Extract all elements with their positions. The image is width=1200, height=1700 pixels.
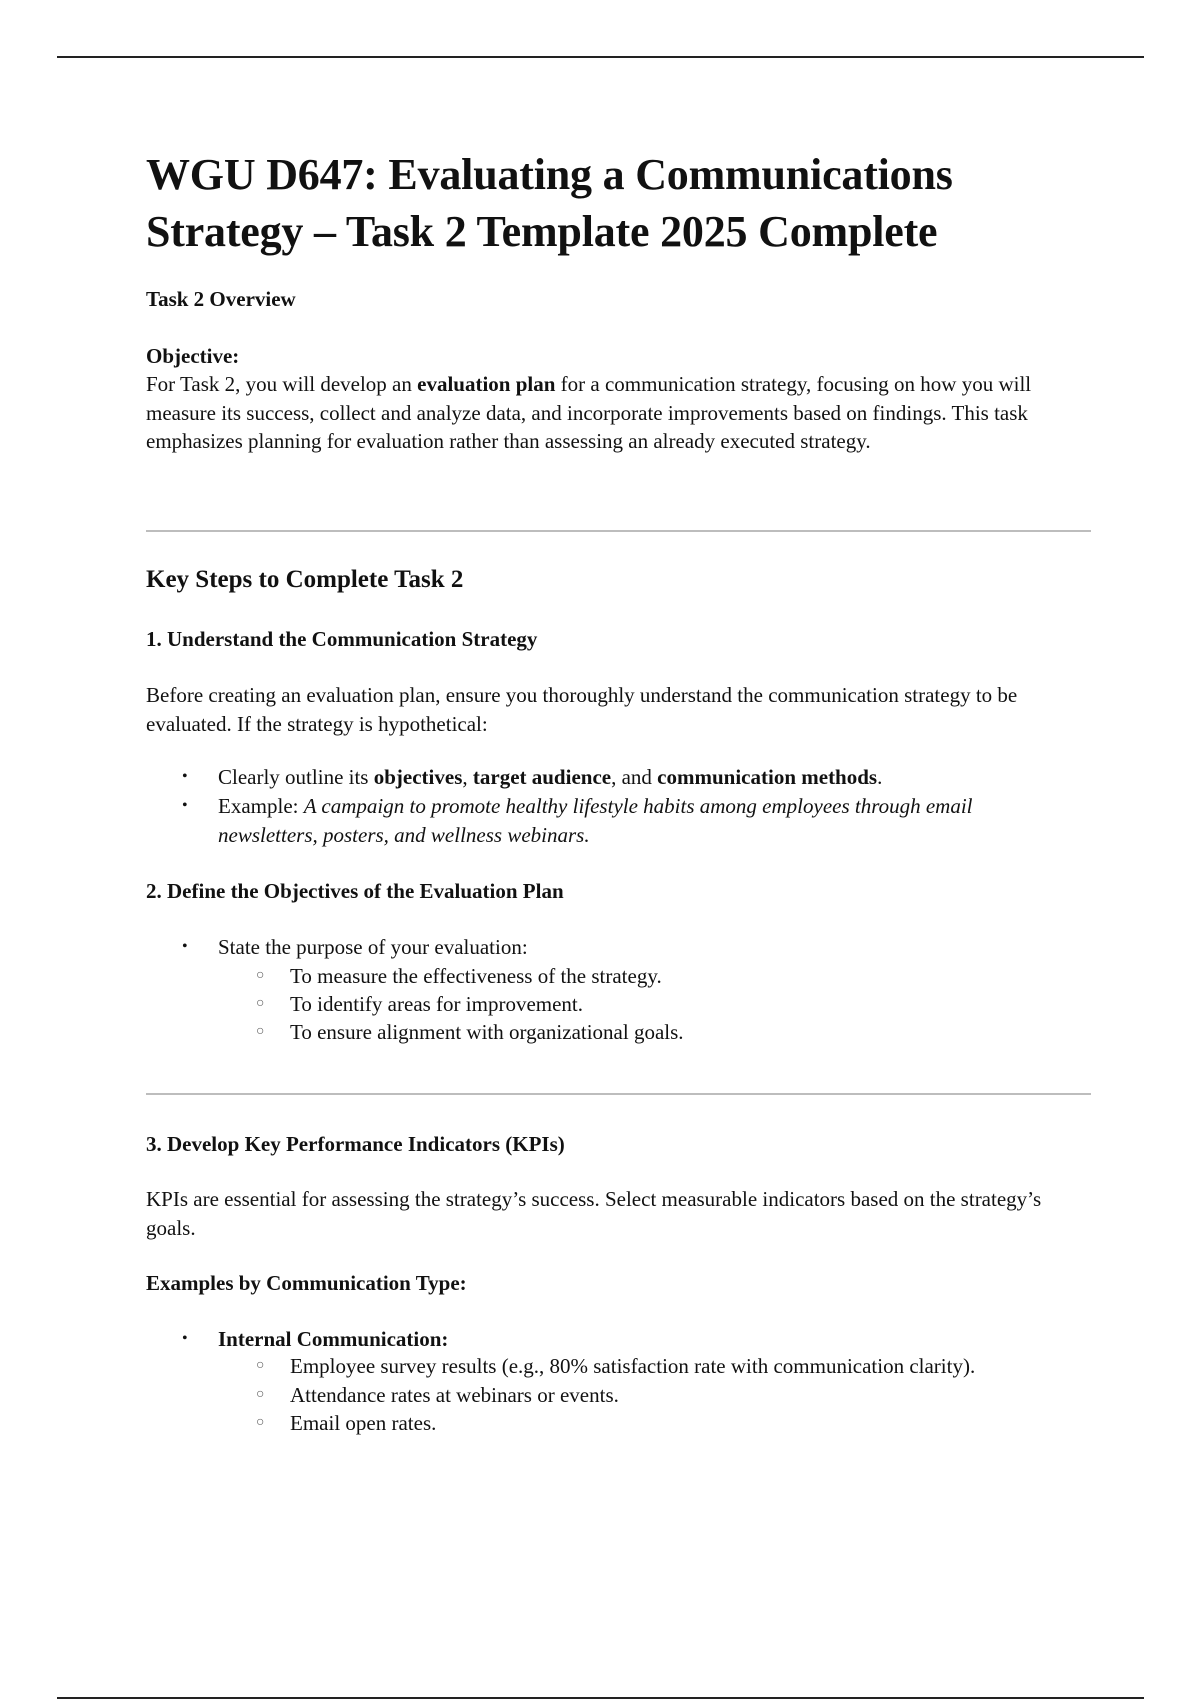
section-divider: [146, 1093, 1091, 1095]
bullet-icon: •: [182, 797, 188, 814]
step1-intro: Before creating an evaluation plan, ensure you thoroughly understand the communication strategy to be evaluated. If the strategy is hypothetical:: [146, 683, 1018, 736]
list-item: [182, 1325, 1088, 1354]
outline-post: .: [877, 765, 883, 789]
step3-intro: KPIs are essential for assessing the strategy’s success. Select measurable indicators based on the strategy’s goals.: [146, 1187, 1042, 1240]
sub-item-text: Email open rates.: [290, 1411, 437, 1435]
examples-heading: Examples by Communication Type:: [146, 1271, 467, 1295]
example-label: Example:: [218, 794, 304, 818]
circle-bullet-icon: ○: [256, 1358, 265, 1373]
overview-heading: Task 2 Overview: [146, 287, 296, 311]
outline-communication-methods: communication methods: [657, 765, 878, 789]
objective-text-pre: For Task 2, you will develop an: [146, 372, 418, 396]
sub-list-item: [256, 1018, 1090, 1047]
circle-bullet-icon: ○: [256, 968, 265, 983]
title-line-1: WGU D647: Evaluating a Communications: [146, 150, 953, 199]
circle-bullet-icon: ○: [256, 996, 265, 1011]
step2-heading: 2. Define the Objectives of the Evaluation Plan: [146, 879, 564, 903]
bullet-icon: •: [182, 768, 188, 785]
internal-communication-label: Internal Communication:: [218, 1327, 449, 1351]
sub-item-text: Attendance rates at webinars or events.: [290, 1383, 619, 1407]
section-divider: [146, 530, 1091, 532]
objective-paragraph: [146, 370, 1091, 456]
list-item: [182, 763, 1098, 792]
outline-objectives: objectives: [373, 765, 463, 789]
sub-list-item: [256, 990, 1090, 1019]
outline-pre: Clearly outline its: [218, 765, 374, 789]
objective-text-bold: evaluation plan: [417, 372, 556, 396]
bullet-icon: •: [182, 938, 188, 955]
step1-heading: 1. Understand the Communication Strategy: [146, 627, 538, 651]
key-steps-heading: Key Steps to Complete Task 2: [146, 566, 464, 593]
sub-list-item: [256, 962, 1090, 991]
bullet-icon: •: [182, 1330, 188, 1347]
sub-item-text: To identify areas for improvement.: [290, 992, 584, 1016]
outline-target-audience: target audience: [472, 765, 612, 789]
objective-text-post: for a communication strategy, focusing on how you will measure its success, collect and analyze data, and incorporate improvements based on findings. This task emphasizes planning for evaluation rather than assessing an already executed strategy.: [146, 372, 1032, 453]
sub-item-text: Employee survey results (e.g., 80% satisfaction rate with communication clarity).: [290, 1354, 976, 1378]
step3-heading: 3. Develop Key Performance Indicators (KPIs): [146, 1132, 565, 1156]
sub-list-item: [256, 1381, 1120, 1410]
list-item: [182, 933, 1088, 962]
sub-list-item: [256, 1352, 1120, 1381]
page-bottom-rule: [57, 1697, 1144, 1699]
sub-item-text: To ensure alignment with organizational goals.: [290, 1020, 684, 1044]
page-top-rule: [57, 56, 1144, 58]
circle-bullet-icon: ○: [256, 1415, 265, 1430]
circle-bullet-icon: ○: [256, 1387, 265, 1402]
outline-sep: , and: [611, 765, 658, 789]
objective-label: Objective:: [146, 344, 240, 368]
document-title: [146, 146, 1106, 260]
sub-item-text: To measure the effectiveness of the strategy.: [290, 964, 662, 988]
step2-bullet-text: State the purpose of your evaluation:: [218, 935, 528, 959]
outline-sep: ,: [462, 765, 473, 789]
sub-list-item: [256, 1409, 1120, 1438]
example-text: A campaign to promote healthy lifestyle habits among employees through email newsletters, posters, and wellness webinars.: [218, 794, 973, 847]
title-line-2: Strategy – Task 2 Template 2025 Complete: [146, 207, 938, 256]
list-item: [182, 792, 1058, 849]
circle-bullet-icon: ○: [256, 1024, 265, 1039]
